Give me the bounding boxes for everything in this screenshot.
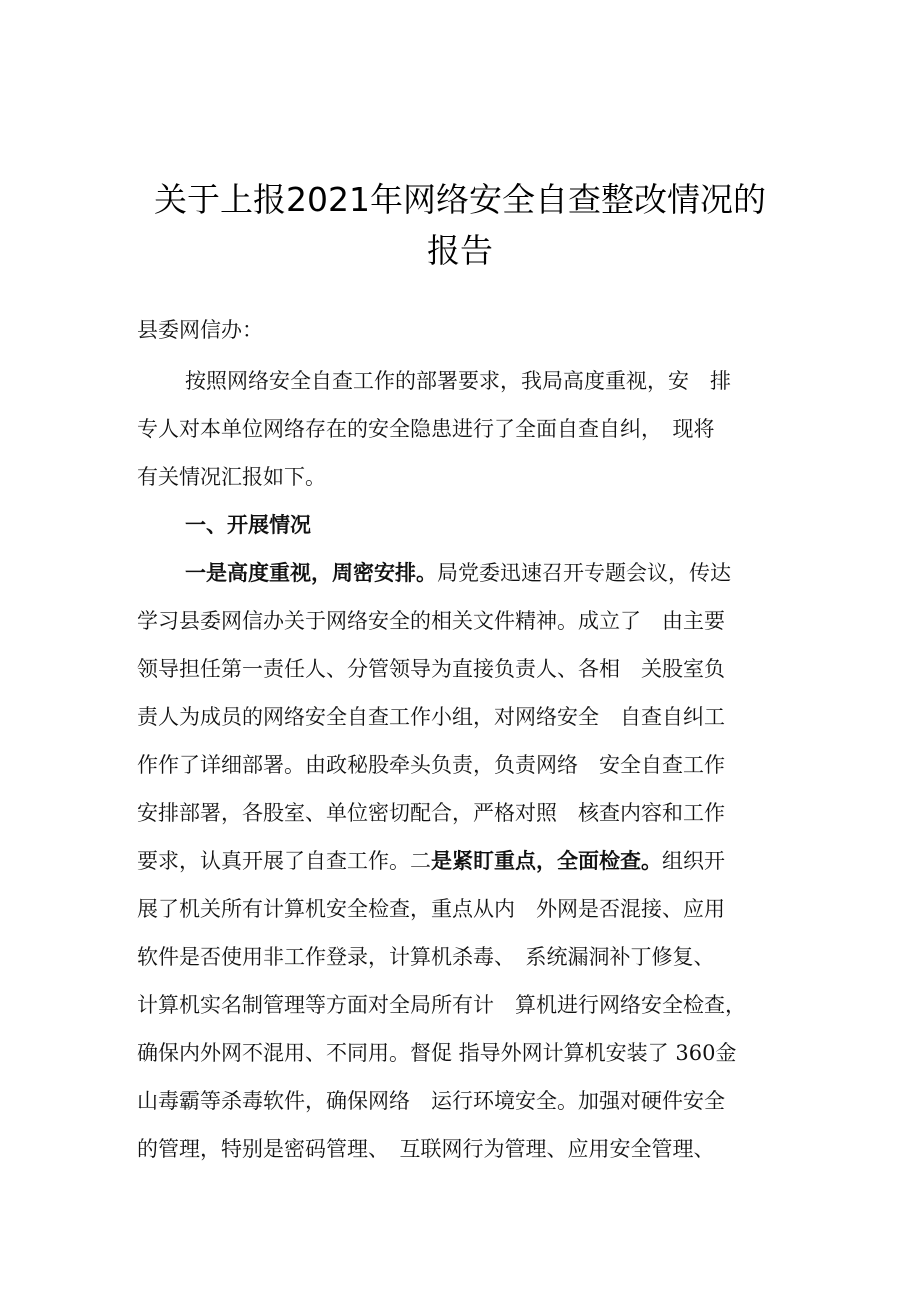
intro-line-1: 按照网络安全自查工作的部署要求，我局高度重视，安 排 [185, 369, 731, 393]
salutation: 县委网信办： [137, 318, 263, 342]
intro-line-3: 有关情况汇报如下。 [137, 465, 326, 489]
body-line-1 [185, 558, 731, 588]
body-line-5: 作作了详细部署。由政秘股牵头负责，负责网络 安全自查工作 [137, 753, 725, 777]
section-heading: 一、开展情况 [185, 513, 311, 537]
body-line-7-bold: 是紧盯重点，全面检查。 [431, 848, 662, 873]
body-line-1-bold: 一是高度重视，周密安排。 [185, 560, 437, 585]
document-title-line-2: 报告 [427, 231, 493, 270]
body-line-7-post: 组织开 [662, 849, 725, 873]
body-line-8: 展了机关所有计算机安全检查，重点从内 外网是否混接、应用 [137, 897, 725, 921]
body-line-7-pre: 要求，认真开展了自查工作。二 [137, 849, 431, 873]
body-line-11: 确保内外网不混用、不同用。督促 指导外网计算机安装了 360金 [137, 1041, 737, 1065]
body-line-4: 责人为成员的网络安全自查工作小组，对网络安全 自查自纠工 [137, 705, 725, 729]
body-line-2: 学习县委网信办关于网络安全的相关文件精神。成立了 由主要 [137, 609, 725, 633]
body-line-13: 的管理，特别是密码管理、 互联网行为管理、应用安全管理、 [137, 1137, 715, 1161]
body-line-12: 山毒霸等杀毒软件，确保网络 运行环境安全。加强对硬件安全 [137, 1089, 725, 1113]
body-line-1-rest: 局党委迅速召开专题会议，传达 [437, 561, 731, 585]
body-line-9: 软件是否使用非工作登录，计算机杀毒、 系统漏洞补丁修复、 [137, 945, 715, 969]
document-title-line-1: 关于上报2021年网络安全自查整改情况的 [154, 180, 766, 219]
body-line-3: 领导担任第一责任人、分管领导为直接负责人、各相 关股室负 [137, 657, 725, 681]
body-line-10: 计算机实名制管理等方面对全局所有计 算机进行网络安全检查， [137, 993, 746, 1017]
body-line-7 [137, 846, 725, 876]
body-line-6: 安排部署，各股室、单位密切配合，严格对照 核查内容和工作 [137, 801, 725, 825]
intro-line-2: 专人对本单位网络存在的安全隐患进行了全面自查自纠， 现将 [137, 417, 715, 441]
